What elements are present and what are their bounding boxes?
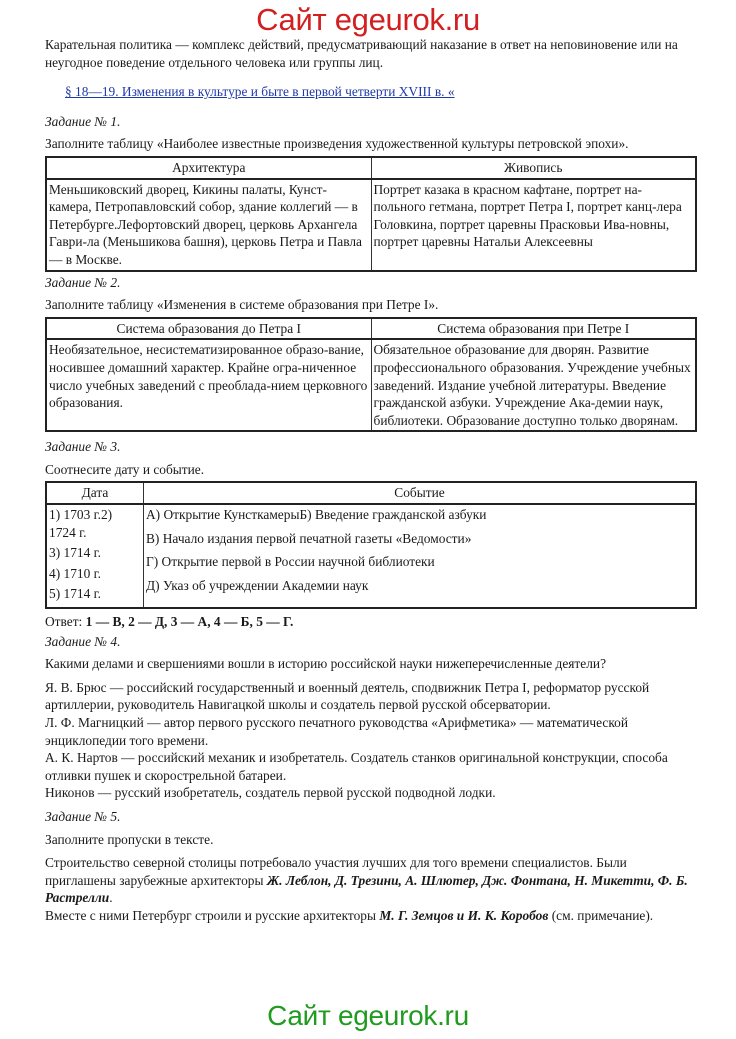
table-header: Архитектура <box>46 157 371 179</box>
task1-title: Задание № 1. <box>45 113 121 129</box>
site-watermark-bottom: Сайт egeurok.ru <box>267 1000 469 1031</box>
task3-answer <box>45 613 695 631</box>
section-link[interactable]: § 18—19. Изменения в культуре и быте в первой четверти XVIII в. « <box>65 84 455 100</box>
date-item: 4) 1710 г. <box>49 565 101 581</box>
task3-table <box>45 481 697 609</box>
event-item: А) Открытие КунсткамерыБ) Введение гражданской азбуки <box>146 507 487 523</box>
task5-text1 <box>45 854 695 907</box>
task5-text1-names: Ж. Леблон, Д. Трезини, А. Шлютер, Дж. Фонтана, Н. Микетти, Ф. Б. Растрелли <box>45 872 688 906</box>
task1-table <box>45 156 697 272</box>
task5-text2-end: (см. примечание). <box>551 907 654 923</box>
task5-text1-plain: Строительство северной столицы потребовало участия лучших для того времени специалистов. Были приглашены зарубежные архитекторы <box>45 855 627 888</box>
table-header: Система образования до Петра I <box>46 318 371 340</box>
task2-title: Задание № 2. <box>45 274 121 290</box>
date-item: 5) 1714 г. <box>49 586 101 602</box>
dates-cell <box>46 504 144 608</box>
table-header: Живопись <box>371 157 696 179</box>
event-item: В) Начало издания первой печатной газеты «Ведомости» <box>146 530 472 546</box>
task3-instruction: Соотнесите дату и событие. <box>45 461 205 477</box>
answer-label: Ответ: <box>45 614 83 630</box>
event-item: Г) Открытие первой в России научной библиотеки <box>146 554 435 570</box>
table-cell: Обязательное образование для дворян. Развитие профессионального образования. Учреждение учебных заведений. Издание учебной литературы. Введение гражданской азбуки. Учреждение Ака-демии наук, библиотеки. Образование доступно только дворянам. <box>371 339 696 431</box>
task4-question: Какими делами и свершениями вошли в историю российской науки нижеперечисленные деятели? <box>45 656 607 672</box>
task2-table <box>45 317 697 433</box>
task5-text2-plain: Вместе с ними Петербург строили и русские архитекторы <box>45 907 376 923</box>
events-cell <box>144 504 697 608</box>
date-item: 3) 1714 г. <box>49 545 101 561</box>
task4-title: Задание № 4. <box>45 633 121 649</box>
table-cell: Необязательное, несистематизированное образо-вание, носившее домашний характер. Крайне огра-ниченное число учебных заведений с преоблада-нием церковного образования. <box>46 339 371 431</box>
task5-text2 <box>45 907 695 925</box>
table-cell: Портрет казака в красном кафтане, портрет на-польного гетмана, портрет Петра I, портрет канц-лера Головкина, портрет царевны Прасковьи Ива-новны, портрет царевны Натальи Алексеевны <box>371 179 696 271</box>
table-header: Событие <box>144 482 697 504</box>
intro-paragraph: Карательная политика — комплекс действий, предусматривающий наказание в ответ на неповиновение или на неугодное поведение отдельного человека или группы лиц. <box>45 37 678 70</box>
task4-item: А. К. Нартов — российский механик и изобретатель. Создатель станков оригинальной конструкции, способа отливки пушек и скорострельной батареи. <box>45 750 668 783</box>
task4-item: Никонов — русский изобретатель, создатель первой русской подводной лодки. <box>45 785 496 801</box>
table-header: Система образования при Петре I <box>371 318 696 340</box>
task5-title: Задание № 5. <box>45 808 121 824</box>
event-item: Д) Указ об учреждении Академии наук <box>146 577 369 593</box>
date-item: 1) 1703 г.2) 1724 г. <box>49 507 113 540</box>
task5-instruction: Заполните пропуски в тексте. <box>45 831 214 847</box>
answer-value: 1 — В, 2 — Д, 3 — А, 4 — Б, 5 — Г. <box>85 614 294 630</box>
task5-text2-names: М. Г. Земцов и И. К. Коробов <box>379 907 549 923</box>
task5-text1-end: . <box>109 890 113 906</box>
table-cell: Меньшиковский дворец, Кикины палаты, Кунст-камера, Петропавловский собор, здание коллегий — в Петербурге.Лефортовский дворец, церковь Архангела Гаври-ла (Меньшикова башня), церковь Петра и Павла — в Москве. <box>46 179 371 271</box>
task4-item: Л. Ф. Магницкий — автор первого русского печатного руководства «Арифметика» — математической энциклопедии того времени. <box>45 715 629 748</box>
task4-item: Я. В. Брюс — российский государственный и военный деятель, сподвижник Петра I, реформатор русской артиллерии, руководитель Навигацкой школы и создатель первой русской обсерватории. <box>45 679 650 713</box>
document-body <box>45 36 695 925</box>
task3-title: Задание № 3. <box>45 439 121 455</box>
site-watermark-top: Сайт egeurok.ru <box>256 2 480 37</box>
task1-instruction: Заполните таблицу «Наиболее известные произведения художественной культуры петровской эпохи». <box>45 136 629 152</box>
table-header: Дата <box>46 482 144 504</box>
task2-instruction: Заполните таблицу «Изменения в системе образования при Петре I». <box>45 297 439 313</box>
